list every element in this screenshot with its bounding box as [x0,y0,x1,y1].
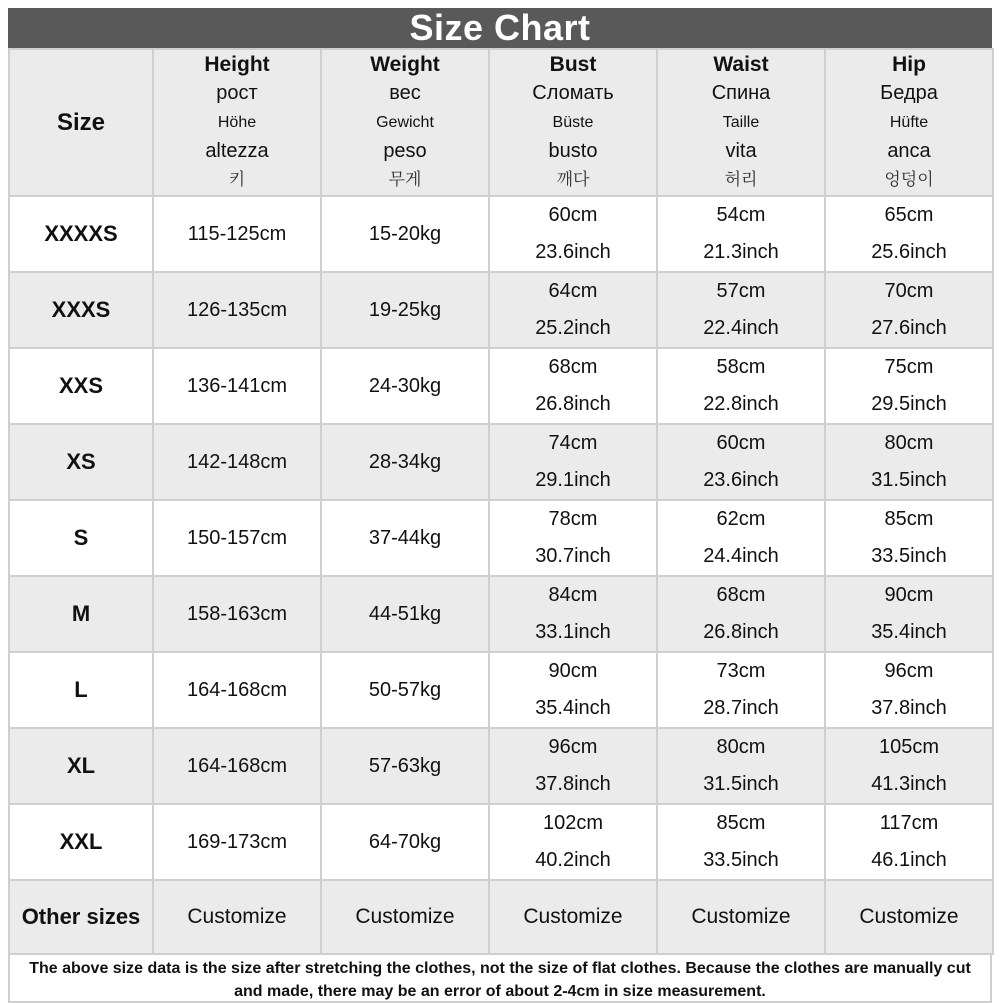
bust-inch: 35.4inch [535,697,611,719]
bust-column-header [489,49,657,196]
hip-cm: 117cm [879,812,939,834]
waist-cell [657,576,825,652]
hip-inch: 31.5inch [871,469,947,491]
table-header-row [9,49,993,196]
hip-cell [825,500,993,576]
bust-cm: 84cm [548,584,598,606]
bust-cell [489,804,657,880]
bust-inch: 37.8inch [535,773,611,795]
weight-value: 50-57kg [321,652,489,728]
table-row [9,424,993,500]
waist-inch: 22.4inch [703,317,779,339]
table-row [9,272,993,348]
table-row [9,652,993,728]
header-korean: 엉덩이 [884,170,934,190]
header-russian: вес [389,82,421,104]
size-label: XXXS [9,272,153,348]
header-korean: 허리 [724,170,758,190]
waist-cm: 80cm [716,736,766,758]
hip-inch: 25.6inch [871,241,947,263]
bust-cell [489,424,657,500]
header-german: Hüfte [889,114,929,131]
bust-cm: 102cm [542,812,604,834]
header-english: Waist [713,53,769,76]
waist-inch: 21.3inch [703,241,779,263]
size-column-header: Size [9,49,153,196]
hip-cell [825,272,993,348]
bust-inch: 29.1inch [535,469,611,491]
hip-cell [825,348,993,424]
waist-column-header [657,49,825,196]
header-german: Gewicht [376,114,434,131]
waist-cm: 73cm [716,660,766,682]
hip-cell [825,728,993,804]
weight-value: 24-30kg [321,348,489,424]
header-german: Taille [722,114,760,131]
height-value: 169-173cm [153,804,321,880]
header-italian: anca [887,140,931,162]
bust-cell [489,652,657,728]
hip-cm: 65cm [884,204,934,226]
hip-inch: 29.5inch [871,393,947,415]
header-german: Büste [552,114,594,131]
hip-inch: 35.4inch [871,621,947,643]
waist-inch: 31.5inch [703,773,779,795]
bust-cm: 74cm [548,432,598,454]
weight-value: 44-51kg [321,576,489,652]
header-russian: Бедра [880,82,938,104]
waist-cell [657,652,825,728]
size-label: XL [9,728,153,804]
waist-cm: 57cm [716,280,766,302]
waist-cell [657,804,825,880]
hip-cm: 96cm [884,660,934,682]
footnote: The above size data is the size after stretching the clothes, not the size of flat clothes. Because the clothes are manually cut and made, there may be an error of about 2-4cm in size measurement. [8,955,992,1003]
hip-cm: 80cm [884,432,934,454]
waist-cell [657,424,825,500]
weight-value: 19-25kg [321,272,489,348]
hip-inch: 41.3inch [871,773,947,795]
waist-cm: 62cm [716,508,766,530]
header-russian: Спина [711,82,771,104]
height-value: 150-157cm [153,500,321,576]
customize-cell: Customize [825,880,993,954]
header-italian: vita [725,140,757,162]
waist-cell [657,348,825,424]
hip-cm: 90cm [884,584,934,606]
bust-cm: 90cm [548,660,598,682]
size-label: XS [9,424,153,500]
bust-cell [489,272,657,348]
bust-cm: 60cm [548,204,598,226]
size-label: XXL [9,804,153,880]
header-italian: busto [548,140,598,162]
header-russian: Сломать [532,82,614,104]
header-english: Height [204,53,270,76]
weight-value: 15-20kg [321,196,489,272]
size-label: XXXXS [9,196,153,272]
customize-cell: Customize [321,880,489,954]
table-row [9,196,993,272]
bust-inch: 26.8inch [535,393,611,415]
header-english: Weight [370,53,440,76]
bust-cm: 96cm [548,736,598,758]
bust-cm: 68cm [548,356,598,378]
header-italian: peso [383,140,427,162]
size-label: Other sizes [9,880,153,954]
height-value: 164-168cm [153,728,321,804]
bust-inch: 33.1inch [535,621,611,643]
hip-inch: 33.5inch [871,545,947,567]
waist-inch: 24.4inch [703,545,779,567]
waist-cm: 85cm [716,812,766,834]
hip-cell [825,804,993,880]
waist-cell [657,196,825,272]
bust-cell [489,196,657,272]
waist-cm: 68cm [716,584,766,606]
waist-cell [657,728,825,804]
waist-cell [657,500,825,576]
size-table [8,48,994,955]
size-rows [9,196,993,954]
weight-column-header [321,49,489,196]
hip-cell [825,576,993,652]
hip-cm: 85cm [884,508,934,530]
bust-cell [489,348,657,424]
size-label: L [9,652,153,728]
header-korean: 키 [228,170,246,190]
bust-cm: 64cm [548,280,598,302]
table-row [9,804,993,880]
customize-cell: Customize [489,880,657,954]
size-chart [8,7,992,1000]
hip-cell [825,424,993,500]
waist-inch: 23.6inch [703,469,779,491]
height-column-header [153,49,321,196]
height-value: 115-125cm [153,196,321,272]
waist-cm: 58cm [716,356,766,378]
table-row [9,348,993,424]
height-value: 158-163cm [153,576,321,652]
bust-inch: 30.7inch [535,545,611,567]
height-value: 136-141cm [153,348,321,424]
customize-cell: Customize [657,880,825,954]
hip-cell [825,196,993,272]
waist-cm: 54cm [716,204,766,226]
hip-inch: 27.6inch [871,317,947,339]
header-korean: 깨다 [556,170,590,190]
bust-inch: 23.6inch [535,241,611,263]
header-english: Hip [892,53,926,76]
weight-value: 64-70kg [321,804,489,880]
header-italian: altezza [205,140,269,162]
bust-cell [489,728,657,804]
hip-cm: 105cm [878,736,940,758]
hip-cm: 70cm [884,280,934,302]
bust-cm: 78cm [548,508,598,530]
height-value: 126-135cm [153,272,321,348]
bust-inch: 25.2inch [535,317,611,339]
height-value: 164-168cm [153,652,321,728]
other-sizes-row [9,880,993,954]
header-german: Höhe [217,114,257,131]
height-value: 142-148cm [153,424,321,500]
waist-cm: 60cm [716,432,766,454]
size-label: M [9,576,153,652]
hip-inch: 46.1inch [871,849,947,871]
hip-column-header [825,49,993,196]
waist-inch: 26.8inch [703,621,779,643]
customize-cell: Customize [153,880,321,954]
weight-value: 28-34kg [321,424,489,500]
waist-inch: 22.8inch [703,393,779,415]
bust-cell [489,576,657,652]
weight-value: 57-63kg [321,728,489,804]
bust-cell [489,500,657,576]
header-russian: рост [216,82,258,104]
bust-inch: 40.2inch [535,849,611,871]
hip-cell [825,652,993,728]
table-row [9,728,993,804]
table-row [9,576,993,652]
hip-cm: 75cm [884,356,934,378]
waist-inch: 28.7inch [703,697,779,719]
chart-title: Size Chart [8,8,992,48]
weight-value: 37-44kg [321,500,489,576]
waist-inch: 33.5inch [703,849,779,871]
hip-inch: 37.8inch [871,697,947,719]
header-korean: 무게 [388,170,422,190]
table-row [9,500,993,576]
waist-cell [657,272,825,348]
size-label: XXS [9,348,153,424]
header-english: Bust [549,53,597,76]
size-label: S [9,500,153,576]
